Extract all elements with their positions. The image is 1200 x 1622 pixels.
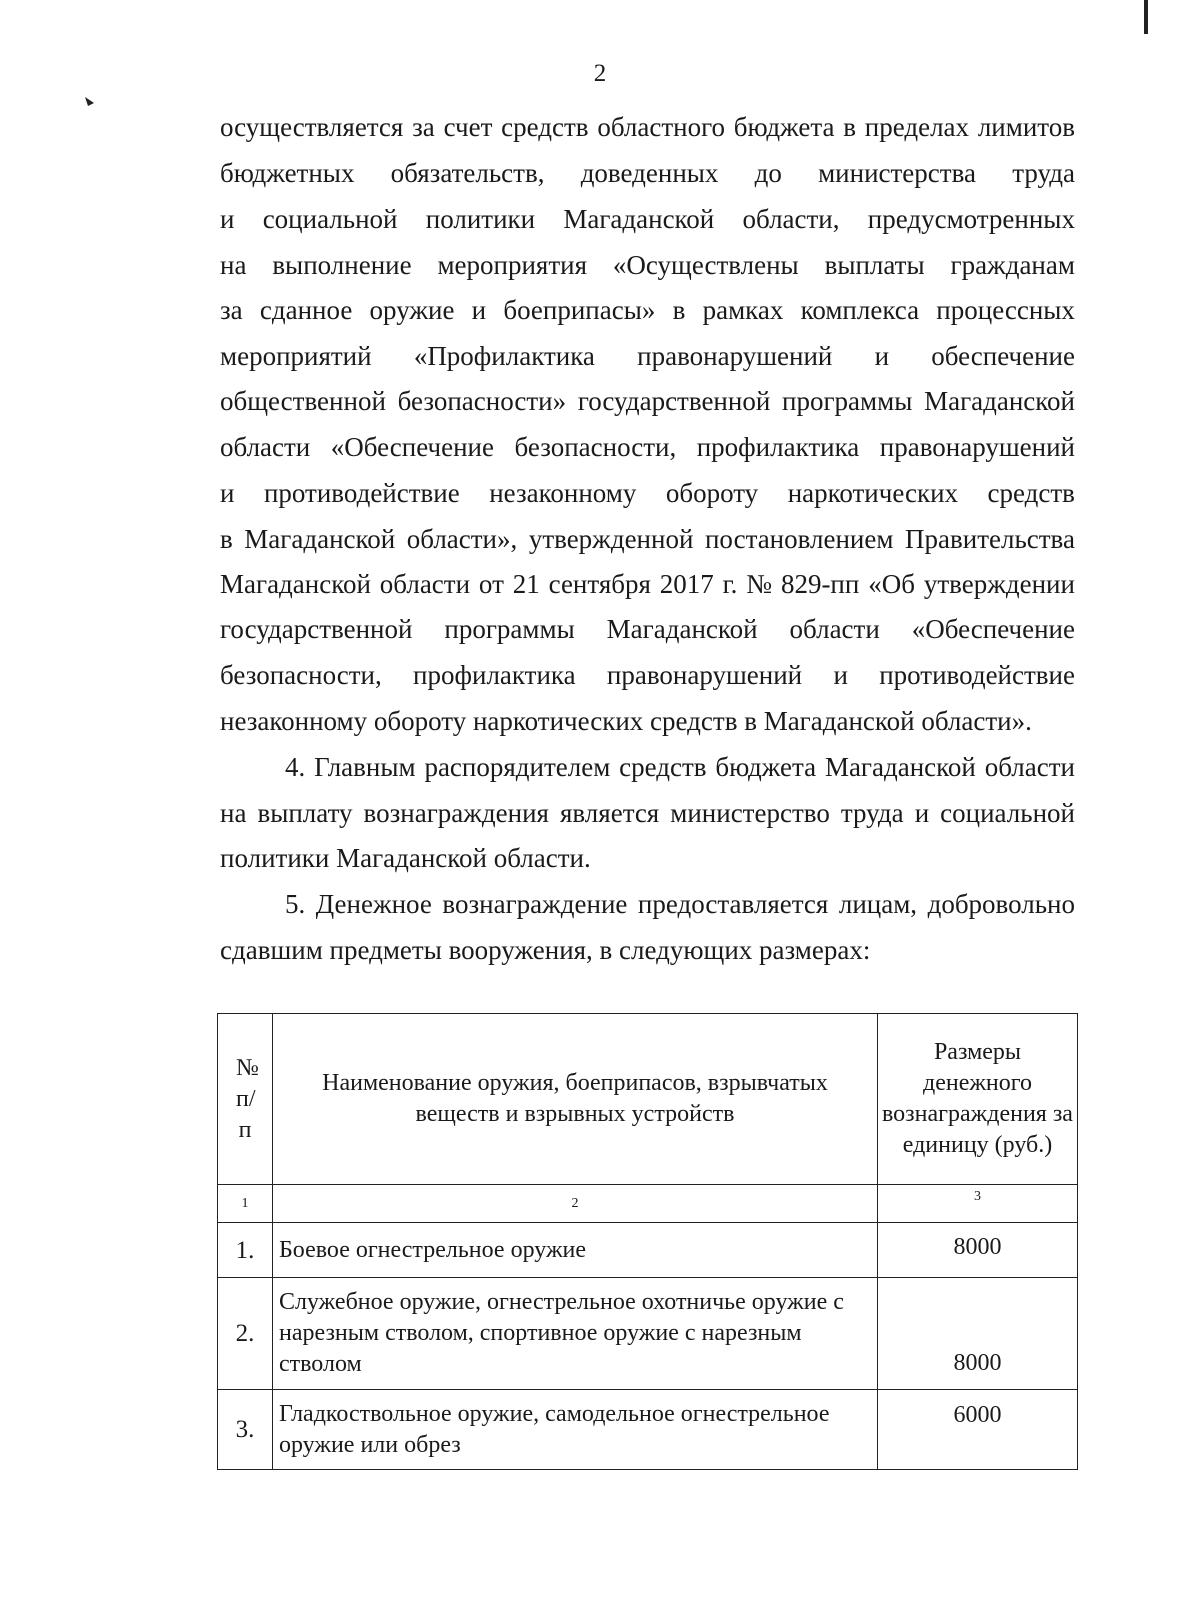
paragraph-5-last-line: сдавшим предметы вооружения, в следующих размерах: [220, 935, 871, 965]
word: мероприятий [220, 341, 372, 371]
row-amount: 8000 [878, 1223, 1078, 1278]
table-row [218, 1278, 1078, 1390]
row-num: 2. [218, 1278, 273, 1390]
word: вознаграждения [363, 798, 549, 828]
paragraph-1-line [220, 157, 1075, 189]
word: социальной [940, 798, 1075, 828]
paragraph-1-line [220, 613, 1075, 645]
word: министерство [670, 798, 830, 828]
word: выплату [257, 798, 353, 828]
paragraph-1-line [220, 477, 1075, 509]
paragraph-1-line [220, 659, 1075, 691]
word: бюджета [733, 112, 835, 142]
word: Магаданской [924, 386, 1075, 416]
word: труда [840, 798, 904, 828]
word: пределах [864, 112, 970, 142]
word: и [833, 660, 848, 690]
word: 4. [285, 752, 306, 782]
word: обеспечение [931, 341, 1075, 371]
row-name: Служебное оружие, огнестрельное охотничье оружие с нарезным стволом, спортивное оружие с нарезным стволом [273, 1278, 878, 1390]
paragraph-1-line [220, 568, 1075, 600]
word: от [478, 569, 504, 599]
paragraph-1-line [220, 431, 1075, 463]
word: противодействие [879, 660, 1075, 690]
column-number: 2 [273, 1185, 878, 1223]
word: предоставляется [637, 889, 829, 919]
word: профилактика [413, 660, 576, 690]
word: утверждении [923, 569, 1075, 599]
word: безопасности, [514, 432, 677, 462]
word: безопасности, [220, 660, 382, 690]
word: лицам, [838, 889, 918, 919]
word: 2017 [659, 569, 714, 599]
word: общественной [220, 386, 386, 416]
word: за [220, 295, 243, 325]
word: противодействие [263, 478, 460, 508]
paragraph-4-line [220, 797, 1075, 829]
word: счет [443, 112, 493, 142]
word: средств [987, 478, 1075, 508]
word: средств [501, 112, 589, 142]
word: в [220, 524, 233, 554]
word: области [220, 432, 311, 462]
word: Магаданской [244, 524, 396, 554]
word: профилактика [696, 432, 860, 462]
reward-table [217, 1013, 1078, 1470]
word: Магаданской [824, 752, 976, 782]
word: и [471, 295, 487, 325]
row-num: 1. [218, 1223, 273, 1278]
word: правонарушений [879, 432, 1075, 462]
paragraph-1-line [220, 203, 1075, 235]
word: обязательств, [390, 158, 545, 188]
word: боеприпасы» [503, 295, 656, 325]
word: государственной [577, 386, 771, 416]
word: правонарушений [606, 660, 803, 690]
word: Магаданской [563, 204, 715, 234]
word: осуществляется [220, 112, 404, 142]
word: рамках [702, 295, 784, 325]
word: и [220, 204, 235, 234]
word: Главным [314, 752, 416, 782]
word: «Об [868, 569, 915, 599]
word: 5. [285, 889, 306, 919]
paragraph-1-line [220, 249, 1075, 281]
word: доведенных [580, 158, 719, 188]
word: области, [742, 204, 840, 234]
word: правонарушений [637, 341, 833, 371]
word: выполнение [272, 250, 412, 280]
word: незаконному [489, 478, 637, 508]
word: в [843, 112, 856, 142]
word: постановлением [704, 524, 894, 554]
word: безопасности» [397, 386, 567, 416]
word: утвержденной [528, 524, 694, 554]
word: гражданам [950, 250, 1075, 280]
word: сентября [548, 569, 651, 599]
word: бюджета [715, 752, 817, 782]
word: распорядителем [424, 752, 611, 782]
word: комплекса [800, 295, 920, 325]
row-amount: 8000 [878, 1278, 1078, 1390]
word: области», [406, 524, 518, 554]
word: г. [722, 569, 738, 599]
row-name: Гладкоствольное оружие, самодельное огнестрельное оружие или обрез [273, 1390, 878, 1470]
word: труда [1012, 158, 1075, 188]
word: «Осуществлены [612, 250, 799, 280]
paragraph-1-line [220, 385, 1075, 417]
word: бюджетных [220, 158, 355, 188]
word: социальной [262, 204, 398, 234]
column-numbers-row [218, 1185, 1078, 1223]
word: 829-пп [780, 569, 860, 599]
word: «Профилактика [413, 341, 595, 371]
word: средств [619, 752, 707, 782]
word: программы [782, 386, 913, 416]
row-name: Боевое огнестрельное оружие [273, 1223, 878, 1278]
word: на [220, 798, 247, 828]
word: вознаграждение [442, 889, 628, 919]
word: Магаданской [220, 569, 371, 599]
scan-speck-mark [84, 96, 96, 108]
word: «Обеспечение [330, 432, 494, 462]
word: и [914, 798, 930, 828]
table-row [218, 1390, 1078, 1470]
column-number: 1 [218, 1185, 273, 1223]
word: добровольно [927, 889, 1075, 919]
paragraph-1-line [220, 340, 1075, 372]
word: до [754, 158, 782, 188]
word: министерства [818, 158, 976, 188]
word: № [746, 569, 773, 599]
word: в [672, 295, 686, 325]
row-num: 3. [218, 1390, 273, 1470]
word: оружие [369, 295, 455, 325]
word: и [220, 478, 235, 508]
word: лимитов [977, 112, 1075, 142]
page-number: 2 [593, 60, 607, 87]
word: 21 [512, 569, 540, 599]
word: государственной [220, 614, 413, 644]
paragraph-1-line [220, 294, 1075, 326]
word: выплаты [824, 250, 925, 280]
word: сданное [259, 295, 353, 325]
word: Денежное [315, 889, 432, 919]
row-amount: 6000 [878, 1390, 1078, 1470]
word: программы [444, 614, 575, 644]
word: и [874, 341, 890, 371]
word: области [984, 752, 1075, 782]
word: политики [425, 204, 536, 234]
header-amount: Размеры денежного вознаграждения за единицу (руб.) [878, 1014, 1078, 1185]
paragraph-1-line [220, 523, 1075, 555]
paragraph-5-line [285, 888, 1075, 920]
word: «Обеспечение [911, 614, 1075, 644]
paragraph-4-last-line: политики Магаданской области. [220, 843, 591, 873]
word: обороту [665, 478, 759, 508]
paragraph-1-last-line: незаконному обороту наркотических средств в Магаданской области». [220, 706, 1032, 736]
word: области [789, 614, 880, 644]
paragraph-4-line [285, 751, 1075, 783]
word: за [412, 112, 435, 142]
word: Магаданской [606, 614, 758, 644]
word: является [560, 798, 660, 828]
word: мероприятия [437, 250, 588, 280]
header-name: Наименование оружия, боеприпасов, взрывчатых веществ и взрывных устройств [273, 1014, 878, 1185]
word: областного [597, 112, 725, 142]
word: наркотических [787, 478, 959, 508]
scan-edge-mark [1140, 0, 1152, 40]
word: области [379, 569, 471, 599]
column-number: 3 [878, 1185, 1078, 1223]
word: предусмотренных [867, 204, 1075, 234]
word: процессных [936, 295, 1075, 325]
word: Правительства [905, 524, 1075, 554]
table-row [218, 1223, 1078, 1278]
paragraph-1-line [220, 111, 1075, 143]
word: на [220, 250, 247, 280]
header-num: № п/п [218, 1014, 273, 1185]
table-header-row [218, 1014, 1078, 1185]
